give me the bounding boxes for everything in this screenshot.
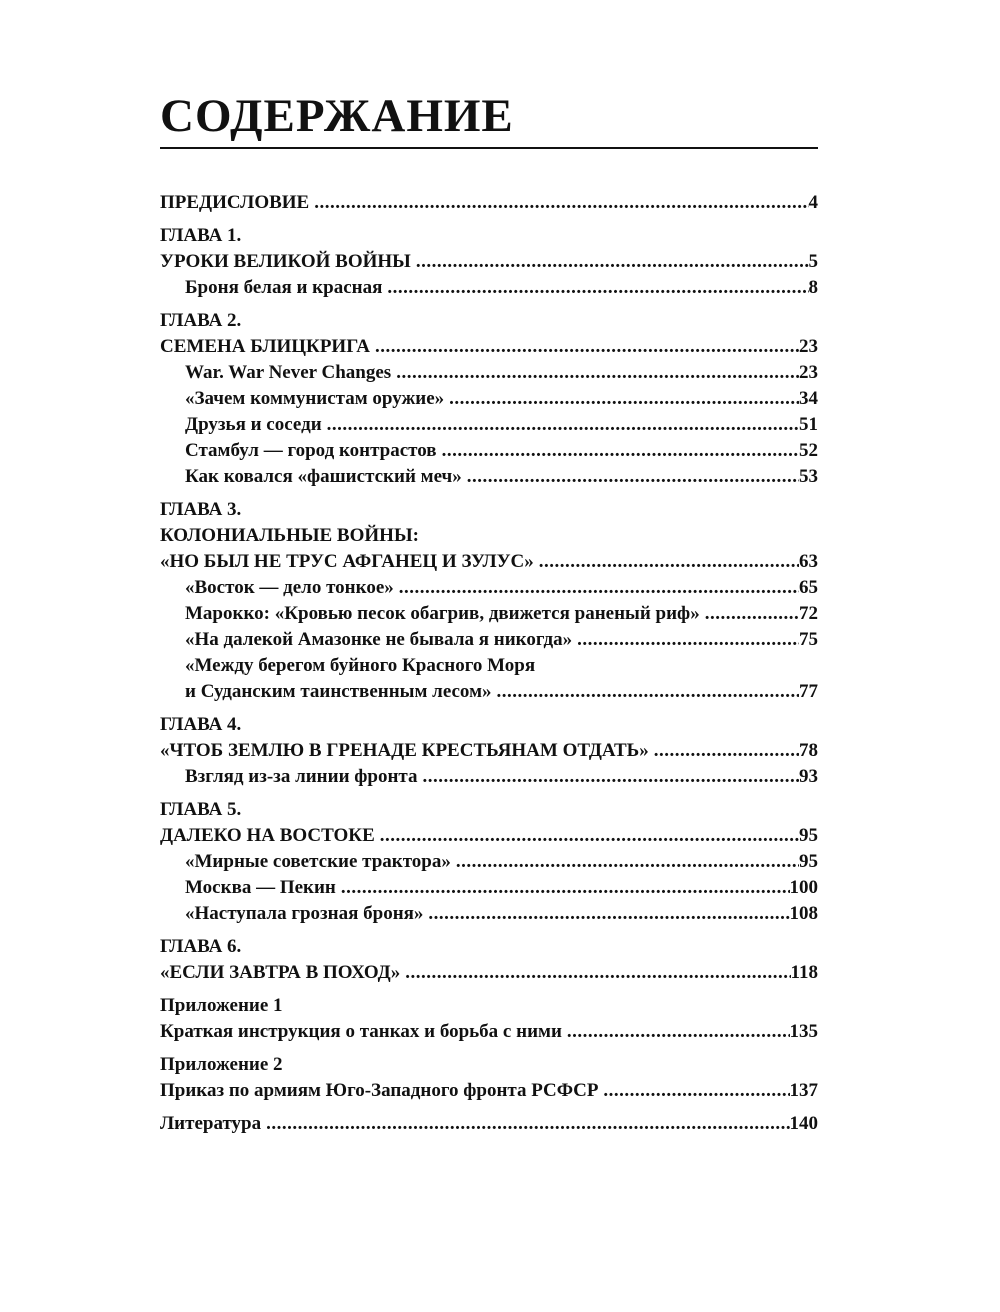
page-title: СОДЕРЖАНИЕ [160, 90, 514, 142]
dot-leader [387, 275, 808, 301]
toc-entry-title: ПРЕДИСЛОВИЕ [160, 192, 310, 213]
toc-entry [160, 934, 818, 960]
toc-page-number: 75 [799, 629, 818, 650]
toc-entry-title: ГЛАВА 5. [160, 799, 242, 820]
toc-page-number: 95 [799, 825, 818, 846]
toc-entry [160, 993, 818, 1019]
toc-entry [160, 823, 818, 849]
toc-page-number: 23 [799, 336, 818, 357]
toc-entry-title: ДАЛЕКО НА ВОСТОКЕ [160, 825, 375, 846]
dot-leader [705, 601, 799, 627]
toc-entry-title: Приложение 1 [160, 995, 283, 1016]
toc-entry-title: Стамбул — город контрастов [185, 440, 437, 461]
toc-page-number: 4 [808, 192, 818, 213]
toc-subentry [160, 653, 818, 679]
table-of-contents [160, 190, 818, 1144]
toc-page-number: 23 [799, 362, 818, 383]
toc-page-number: 78 [799, 740, 818, 761]
dot-leader [327, 412, 799, 438]
toc-entry [160, 497, 818, 523]
toc-subentry [160, 464, 818, 490]
title-rule [160, 147, 818, 149]
toc-page-number: 51 [799, 414, 818, 435]
toc-entry-title: Друзья и соседи [185, 414, 322, 435]
toc-entry [160, 549, 818, 575]
toc-subentry [160, 601, 818, 627]
toc-section [160, 1111, 818, 1137]
toc-page-number: 95 [799, 851, 818, 872]
dot-leader [416, 249, 809, 275]
toc-entry-title: СЕМЕНА БЛИЦКРИГА [160, 336, 370, 357]
toc-entry-title: УРОКИ ВЕЛИКОЙ ВОЙНЫ [160, 251, 411, 272]
toc-page-number: 135 [789, 1021, 818, 1042]
toc-entry-title: Броня белая и красная [185, 277, 383, 298]
toc-entry-title: «На далекой Амазонке не бывала я никогда» [185, 629, 573, 650]
toc-subentry [160, 627, 818, 653]
toc-page-number: 72 [799, 603, 818, 624]
dot-leader [428, 901, 789, 927]
toc-page-number: 8 [808, 277, 818, 298]
toc-entry-title: Литература [160, 1113, 262, 1134]
toc-entry-title: «Между берегом буйного Красного Моря [185, 655, 536, 676]
toc-subentry [160, 764, 818, 790]
dot-leader [539, 549, 799, 575]
toc-entry-title: «Зачем коммунистам оружие» [185, 388, 445, 409]
toc-subentry [160, 875, 818, 901]
toc-page-number: 34 [799, 388, 818, 409]
toc-section [160, 993, 818, 1045]
dot-leader [577, 627, 799, 653]
toc-subentry [160, 901, 818, 927]
toc-subentry [160, 849, 818, 875]
toc-subentry [160, 438, 818, 464]
toc-entry-title: ГЛАВА 2. [160, 310, 242, 331]
toc-entry-title: «Мирные советские трактора» [185, 851, 451, 872]
toc-page-number: 53 [799, 466, 818, 487]
toc-section [160, 308, 818, 490]
toc-entry-title: Марокко: «Кровью песок обагрив, движется раненый риф» [185, 603, 700, 624]
toc-entry [160, 1019, 818, 1045]
toc-entry-title: «ЕСЛИ ЗАВТРА В ПОХОД» [160, 962, 401, 983]
toc-entry-title: «ЧТОБ ЗЕМЛЮ В ГРЕНАДЕ КРЕСТЬЯНАМ ОТДАТЬ» [160, 740, 649, 761]
toc-entry-title: Как ковался «фашистский меч» [185, 466, 462, 487]
dot-leader [375, 334, 799, 360]
toc-entry-title: War. War Never Changes [185, 362, 392, 383]
dot-leader [567, 1019, 790, 1045]
toc-entry [160, 223, 818, 249]
dot-leader [467, 464, 799, 490]
toc-section [160, 934, 818, 986]
toc-page-number: 108 [789, 903, 818, 924]
toc-entry-title: ГЛАВА 1. [160, 225, 242, 246]
toc-entry [160, 960, 818, 986]
toc-entry-title: и Суданским таинственным лесом» [185, 681, 492, 702]
dot-leader [396, 360, 799, 386]
dot-leader [380, 823, 799, 849]
toc-entry [160, 712, 818, 738]
toc-page-number: 137 [789, 1080, 818, 1101]
dot-leader [456, 849, 799, 875]
dot-leader [449, 386, 799, 412]
toc-section [160, 712, 818, 790]
toc-subentry [160, 575, 818, 601]
toc-entry-title: «Восток — дело тонкое» [185, 577, 394, 598]
toc-subentry [160, 386, 818, 412]
toc-page-number: 63 [799, 551, 818, 572]
dot-leader [314, 190, 808, 216]
toc-page-number: 5 [808, 251, 818, 272]
toc-section [160, 797, 818, 927]
dot-leader [405, 960, 790, 986]
toc-section [160, 190, 818, 216]
toc-page-number: 140 [789, 1113, 818, 1134]
dot-leader [423, 764, 800, 790]
toc-entry [160, 1111, 818, 1137]
toc-entry [160, 249, 818, 275]
toc-section [160, 497, 818, 705]
toc-entry-title: ГЛАВА 6. [160, 936, 242, 957]
toc-entry-title: «НО БЫЛ НЕ ТРУС АФГАНЕЦ И ЗУЛУС» [160, 551, 534, 572]
toc-subentry [160, 275, 818, 301]
toc-entry [160, 334, 818, 360]
toc-page-number: 93 [799, 766, 818, 787]
dot-leader [497, 679, 799, 705]
dot-leader [399, 575, 799, 601]
toc-subentry [160, 360, 818, 386]
dot-leader [603, 1078, 789, 1104]
toc-entry [160, 1078, 818, 1104]
toc-section [160, 223, 818, 301]
toc-entry-title: ГЛАВА 3. [160, 499, 242, 520]
toc-entry [160, 738, 818, 764]
toc-page-number: 77 [799, 681, 818, 702]
toc-entry [160, 190, 818, 216]
toc-subentry [160, 412, 818, 438]
toc-entry-title: Москва — Пекин [185, 877, 336, 898]
toc-entry-title: ГЛАВА 4. [160, 714, 242, 735]
toc-entry-title: Приказ по армиям Юго-Западного фронта РСФСР [160, 1080, 599, 1101]
toc-entry [160, 308, 818, 334]
toc-entry-title: Приложение 2 [160, 1054, 283, 1075]
toc-section [160, 1052, 818, 1104]
dot-leader [266, 1111, 789, 1137]
toc-page-number: 65 [799, 577, 818, 598]
toc-entry [160, 1052, 818, 1078]
toc-entry-title: КОЛОНИАЛЬНЫЕ ВОЙНЫ: [160, 525, 419, 546]
toc-page-number: 52 [799, 440, 818, 461]
toc-entry [160, 523, 818, 549]
dot-leader [341, 875, 790, 901]
toc-entry-title: Взгляд из-за линии фронта [185, 766, 418, 787]
toc-page-number: 118 [790, 962, 818, 983]
dot-leader [654, 738, 799, 764]
toc-subentry [160, 679, 818, 705]
toc-entry-title: Краткая инструкция о танках и борьба с ними [160, 1021, 562, 1042]
toc-entry [160, 797, 818, 823]
dot-leader [442, 438, 799, 464]
toc-entry-title: «Наступала грозная броня» [185, 903, 424, 924]
toc-page-number: 100 [789, 877, 818, 898]
